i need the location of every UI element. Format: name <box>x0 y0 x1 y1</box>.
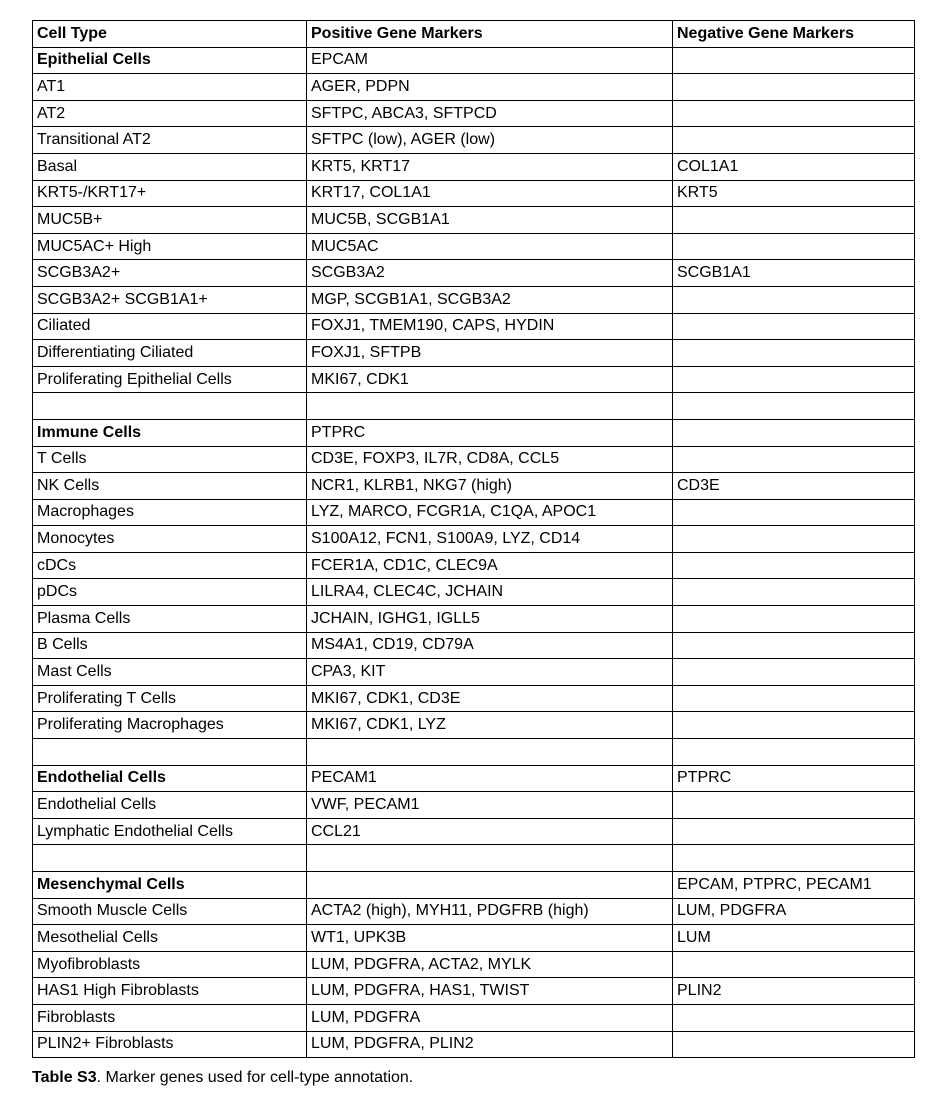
negative-markers-cell <box>673 446 915 473</box>
negative-markers-cell <box>673 552 915 579</box>
table-row <box>33 499 915 526</box>
positive-markers-cell: LUM, PDGFRA, PLIN2 <box>307 1031 673 1058</box>
positive-markers-cell: NCR1, KLRB1, NKG7 (high) <box>307 473 673 500</box>
positive-markers-cell: PTPRC <box>307 419 673 446</box>
negative-markers-cell: PTPRC <box>673 765 915 792</box>
cell-type-cell: HAS1 High Fibroblasts <box>33 978 307 1005</box>
cell-type-cell: MUC5B+ <box>33 207 307 234</box>
negative-markers-cell <box>673 340 915 367</box>
table-row <box>33 632 915 659</box>
table-row <box>33 951 915 978</box>
table-row <box>33 74 915 101</box>
table-row <box>33 606 915 633</box>
positive-markers-cell: MGP, SCGB1A1, SCGB3A2 <box>307 286 673 313</box>
positive-markers-cell <box>307 739 673 766</box>
section-row <box>33 765 915 792</box>
table-row <box>33 1031 915 1058</box>
table-row <box>33 712 915 739</box>
table-row <box>33 552 915 579</box>
table-row <box>33 393 915 420</box>
table-caption <box>32 1069 413 1087</box>
table-row <box>33 153 915 180</box>
positive-markers-cell: MUC5AC <box>307 233 673 260</box>
positive-markers-cell <box>307 845 673 872</box>
caption-text: . Marker genes used for cell-type annotation. <box>96 1069 414 1086</box>
header-row <box>33 21 915 48</box>
cell-type-cell: Macrophages <box>33 499 307 526</box>
positive-markers-cell: MKI67, CDK1, LYZ <box>307 712 673 739</box>
positive-markers-cell: CCL21 <box>307 818 673 845</box>
negative-markers-cell: LUM, PDGFRA <box>673 898 915 925</box>
positive-markers-cell: MKI67, CDK1 <box>307 366 673 393</box>
section-row <box>33 872 915 899</box>
cell-type-cell: SCGB3A2+ <box>33 260 307 287</box>
cell-type-cell: Endothelial Cells <box>33 765 307 792</box>
cell-type-cell: Proliferating T Cells <box>33 685 307 712</box>
positive-markers-cell: LYZ, MARCO, FCGR1A, C1QA, APOC1 <box>307 499 673 526</box>
table-row <box>33 366 915 393</box>
positive-markers-cell: S100A12, FCN1, S100A9, LYZ, CD14 <box>307 526 673 553</box>
table-row <box>33 845 915 872</box>
positive-markers-cell: SFTPC, ABCA3, SFTPCD <box>307 100 673 127</box>
negative-markers-cell <box>673 685 915 712</box>
table-row <box>33 1004 915 1031</box>
cell-type-cell <box>33 845 307 872</box>
positive-markers-cell: VWF, PECAM1 <box>307 792 673 819</box>
positive-markers-cell: ACTA2 (high), MYH11, PDGFRB (high) <box>307 898 673 925</box>
cell-type-cell: B Cells <box>33 632 307 659</box>
negative-markers-cell <box>673 100 915 127</box>
header-positive-markers: Positive Gene Markers <box>307 21 673 48</box>
cell-type-cell: Basal <box>33 153 307 180</box>
positive-markers-cell: MKI67, CDK1, CD3E <box>307 685 673 712</box>
table-container <box>32 20 915 1058</box>
table-row <box>33 340 915 367</box>
negative-markers-cell <box>673 526 915 553</box>
positive-markers-cell: LUM, PDGFRA, ACTA2, MYLK <box>307 951 673 978</box>
positive-markers-cell: LUM, PDGFRA <box>307 1004 673 1031</box>
positive-markers-cell: LILRA4, CLEC4C, JCHAIN <box>307 579 673 606</box>
negative-markers-cell <box>673 207 915 234</box>
cell-type-cell: T Cells <box>33 446 307 473</box>
negative-markers-cell <box>673 579 915 606</box>
table-row <box>33 579 915 606</box>
section-row <box>33 419 915 446</box>
negative-markers-cell <box>673 1031 915 1058</box>
positive-markers-cell: AGER, PDPN <box>307 74 673 101</box>
negative-markers-cell <box>673 951 915 978</box>
negative-markers-cell <box>673 47 915 74</box>
negative-markers-cell <box>673 499 915 526</box>
negative-markers-cell <box>673 127 915 154</box>
table-row <box>33 260 915 287</box>
table-row <box>33 100 915 127</box>
cell-type-cell: SCGB3A2+ SCGB1A1+ <box>33 286 307 313</box>
negative-markers-cell <box>673 286 915 313</box>
table-row <box>33 659 915 686</box>
positive-markers-cell: SCGB3A2 <box>307 260 673 287</box>
cell-type-cell: Endothelial Cells <box>33 792 307 819</box>
cell-type-cell: Proliferating Macrophages <box>33 712 307 739</box>
positive-markers-cell: MS4A1, CD19, CD79A <box>307 632 673 659</box>
table-row <box>33 978 915 1005</box>
positive-markers-cell: EPCAM <box>307 47 673 74</box>
table-row <box>33 818 915 845</box>
negative-markers-cell: PLIN2 <box>673 978 915 1005</box>
cell-type-cell: Transitional AT2 <box>33 127 307 154</box>
cell-type-cell: Myofibroblasts <box>33 951 307 978</box>
positive-markers-cell <box>307 393 673 420</box>
table-body <box>33 47 915 1058</box>
cell-type-cell: pDCs <box>33 579 307 606</box>
table-row <box>33 685 915 712</box>
positive-markers-cell: JCHAIN, IGHG1, IGLL5 <box>307 606 673 633</box>
section-row <box>33 47 915 74</box>
negative-markers-cell <box>673 393 915 420</box>
positive-markers-cell: KRT5, KRT17 <box>307 153 673 180</box>
cell-type-cell: Smooth Muscle Cells <box>33 898 307 925</box>
cell-type-cell: Immune Cells <box>33 419 307 446</box>
positive-markers-cell: SFTPC (low), AGER (low) <box>307 127 673 154</box>
negative-markers-cell: EPCAM, PTPRC, PECAM1 <box>673 872 915 899</box>
table-row <box>33 313 915 340</box>
cell-type-cell: Fibroblasts <box>33 1004 307 1031</box>
negative-markers-cell <box>673 632 915 659</box>
cell-type-cell: KRT5-/KRT17+ <box>33 180 307 207</box>
negative-markers-cell <box>673 1004 915 1031</box>
cell-type-cell: Monocytes <box>33 526 307 553</box>
negative-markers-cell <box>673 712 915 739</box>
table-row <box>33 233 915 260</box>
cell-type-cell: AT2 <box>33 100 307 127</box>
cell-type-cell: AT1 <box>33 74 307 101</box>
positive-markers-cell: MUC5B, SCGB1A1 <box>307 207 673 234</box>
positive-markers-cell: FOXJ1, SFTPB <box>307 340 673 367</box>
cell-type-cell: Lymphatic Endothelial Cells <box>33 818 307 845</box>
negative-markers-cell: SCGB1A1 <box>673 260 915 287</box>
cell-type-cell: PLIN2+ Fibroblasts <box>33 1031 307 1058</box>
negative-markers-cell <box>673 606 915 633</box>
negative-markers-cell <box>673 845 915 872</box>
cell-type-cell: Differentiating Ciliated <box>33 340 307 367</box>
negative-markers-cell <box>673 419 915 446</box>
positive-markers-cell: FOXJ1, TMEM190, CAPS, HYDIN <box>307 313 673 340</box>
cell-type-cell <box>33 393 307 420</box>
table-row <box>33 286 915 313</box>
header-cell-type: Cell Type <box>33 21 307 48</box>
negative-markers-cell <box>673 366 915 393</box>
positive-markers-cell: CD3E, FOXP3, IL7R, CD8A, CCL5 <box>307 446 673 473</box>
marker-genes-table <box>32 20 915 1058</box>
positive-markers-cell: PECAM1 <box>307 765 673 792</box>
positive-markers-cell: FCER1A, CD1C, CLEC9A <box>307 552 673 579</box>
negative-markers-cell <box>673 818 915 845</box>
table-row <box>33 127 915 154</box>
table-row <box>33 446 915 473</box>
cell-type-cell: Mesenchymal Cells <box>33 872 307 899</box>
cell-type-cell: MUC5AC+ High <box>33 233 307 260</box>
positive-markers-cell: WT1, UPK3B <box>307 925 673 952</box>
positive-markers-cell: LUM, PDGFRA, HAS1, TWIST <box>307 978 673 1005</box>
positive-markers-cell <box>307 872 673 899</box>
table-row <box>33 739 915 766</box>
positive-markers-cell: KRT17, COL1A1 <box>307 180 673 207</box>
negative-markers-cell: COL1A1 <box>673 153 915 180</box>
negative-markers-cell <box>673 313 915 340</box>
negative-markers-cell <box>673 74 915 101</box>
cell-type-cell: Proliferating Epithelial Cells <box>33 366 307 393</box>
table-row <box>33 925 915 952</box>
cell-type-cell: NK Cells <box>33 473 307 500</box>
table-row <box>33 473 915 500</box>
negative-markers-cell <box>673 739 915 766</box>
negative-markers-cell: CD3E <box>673 473 915 500</box>
table-row <box>33 180 915 207</box>
negative-markers-cell: KRT5 <box>673 180 915 207</box>
cell-type-cell: Mesothelial Cells <box>33 925 307 952</box>
negative-markers-cell <box>673 659 915 686</box>
cell-type-cell: Plasma Cells <box>33 606 307 633</box>
table-row <box>33 526 915 553</box>
table-row <box>33 207 915 234</box>
cell-type-cell: Epithelial Cells <box>33 47 307 74</box>
cell-type-cell: Ciliated <box>33 313 307 340</box>
positive-markers-cell: CPA3, KIT <box>307 659 673 686</box>
negative-markers-cell <box>673 233 915 260</box>
negative-markers-cell: LUM <box>673 925 915 952</box>
table-row <box>33 792 915 819</box>
cell-type-cell: cDCs <box>33 552 307 579</box>
header-negative-markers: Negative Gene Markers <box>673 21 915 48</box>
cell-type-cell <box>33 739 307 766</box>
cell-type-cell: Mast Cells <box>33 659 307 686</box>
table-row <box>33 898 915 925</box>
negative-markers-cell <box>673 792 915 819</box>
caption-label: Table S3 <box>32 1069 97 1086</box>
